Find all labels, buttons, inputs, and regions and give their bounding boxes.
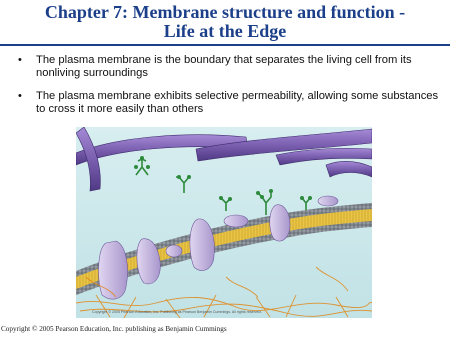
title-line-1: Chapter 7: Membrane structure and function - bbox=[44, 2, 406, 22]
figure-credit: Copyright © 2005 Pearson Education, Inc. Publishing as Pearson Benjamin Cummings. All rights reserved. bbox=[92, 310, 262, 314]
bullet-dot-icon: • bbox=[18, 90, 22, 102]
bullet-list bbox=[14, 54, 444, 126]
title-line-2: Life at the Edge bbox=[163, 21, 287, 41]
copyright-footer: Copyright © 2005 Pearson Education, Inc. publishing as Benjamin Cummings bbox=[1, 325, 227, 333]
membrane-illustration bbox=[76, 127, 372, 318]
bullet-item bbox=[14, 90, 444, 116]
bullet-item bbox=[14, 54, 444, 80]
slide-title bbox=[0, 3, 450, 41]
bullet-dot-icon: • bbox=[18, 54, 22, 66]
bullet-text: The plasma membrane exhibits selective permeability, allowing some substances to cross it more easily than others bbox=[36, 90, 439, 115]
title-divider bbox=[0, 44, 450, 46]
bullet-text: The plasma membrane is the boundary that separates the living cell from its nonliving surroundings bbox=[36, 54, 412, 79]
